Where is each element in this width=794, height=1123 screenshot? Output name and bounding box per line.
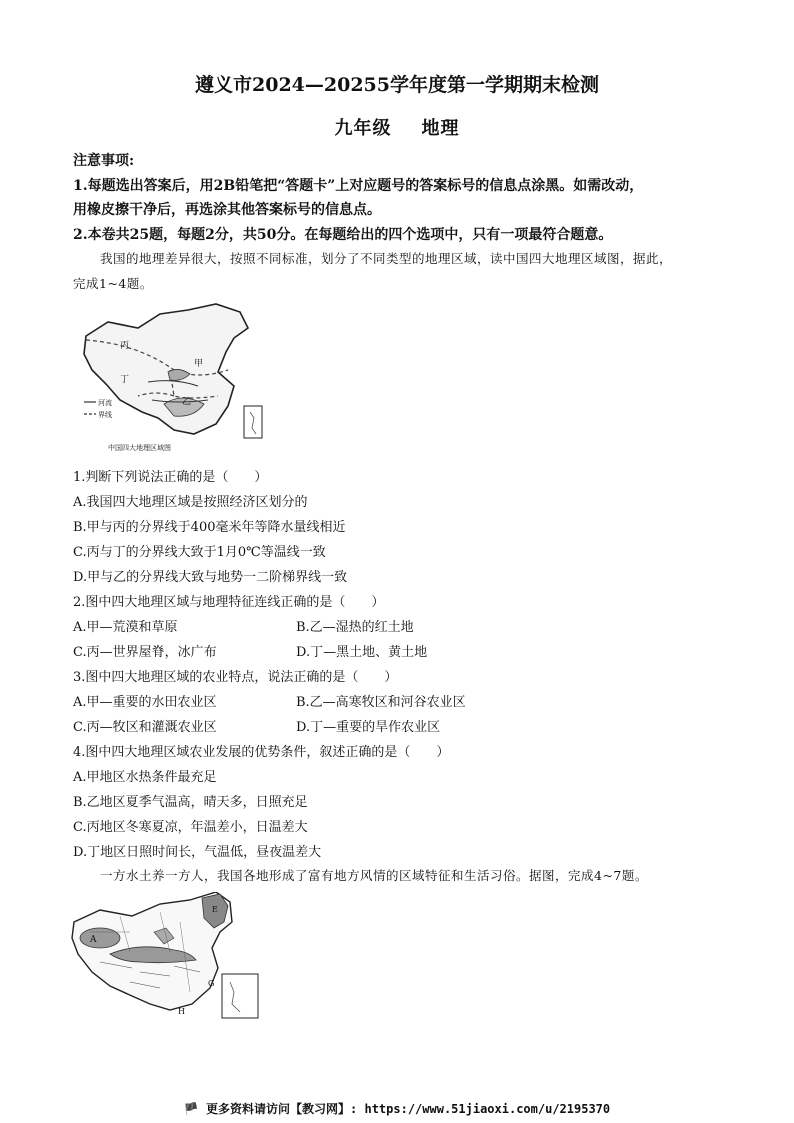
- exam-title: 遵义市2024—20255学年度第一学期期末检测: [195, 74, 599, 96]
- footer-link[interactable]: 🏴 更多资料请访问【教习网】: https://www.51jiaoxi.com/u/2195370: [183, 1102, 611, 1116]
- q1-option-c: C.丙与丁的分界线大致于1月0℃等温线一致: [73, 545, 326, 560]
- q3-option-a: A.甲—重要的水田农业区: [73, 695, 217, 710]
- map1-label-yi: 乙: [182, 397, 192, 407]
- notice-line-1: 1.每题选出答案后，用2B铅笔把“答题卡”上对应题号的答案标号的信息点涂黑。如需改动，: [73, 178, 644, 194]
- q3-option-c: C.丙—牧区和灌溉农业区: [73, 720, 217, 735]
- intro2-text: 一方水土养一方人，我国各地形成了富有地方风情的区域特征和生活习俗。据图，完成4~7题。: [100, 868, 648, 883]
- map1-caption: 中国四大地理区域图: [108, 444, 171, 452]
- china-customs-map-svg: [70, 892, 270, 1027]
- q2-option-a: A.甲—荒漠和草原: [73, 620, 178, 635]
- map2-label-a: A: [90, 935, 97, 945]
- q1-stem: 1.判断下列说法正确的是（ ）: [73, 470, 268, 485]
- notice-line-1b: 用橡皮擦干净后，再选涂其他答案标号的信息点。: [73, 202, 381, 218]
- china-regions-map: [78, 300, 268, 455]
- q1-option-a: A.我国四大地理区域是按照经济区划分的: [73, 495, 308, 510]
- map2-label-h: H: [178, 1007, 185, 1016]
- q1-option-d: D.甲与乙的分界线大致与地势一二阶梯界线一致: [73, 570, 348, 585]
- q3-option-d: D.丁—重要的旱作农业区: [296, 720, 441, 735]
- map1-label-ding: 丁: [120, 375, 130, 385]
- legend-border-label: 界线: [98, 411, 112, 419]
- q2-option-d: D.丁—黑土地、黄土地: [296, 645, 428, 660]
- grade-label: 九年级: [334, 118, 392, 139]
- q2-option-b: B.乙—湿热的红土地: [296, 620, 414, 635]
- map2-label-e: E: [212, 905, 218, 914]
- intro1-line-1: 我国的地理差异很大，按照不同标准，划分了不同类型的地理区域，读中国四大地理区域图，据此，: [100, 251, 673, 266]
- map2-label-g: G: [208, 979, 215, 988]
- q4-option-b: B.乙地区夏季气温高，晴天多，日照充足: [73, 795, 308, 810]
- china-regions-map-svg: [78, 300, 268, 455]
- notice-line-2: 2.本卷共25题，每题2分，共50分。在每题给出的四个选项中，只有一项最符合题意。: [73, 227, 613, 243]
- q2-option-c: C.丙—世界屋脊，冰广布: [73, 645, 217, 660]
- q4-option-d: D.丁地区日照时间长，气温低，昼夜温差大: [73, 845, 322, 860]
- q4-option-a: A.甲地区水热条件最充足: [73, 770, 217, 785]
- legend-river-label: 河流: [98, 399, 112, 407]
- map1-label-jia: 甲: [194, 359, 204, 369]
- notice-heading: 注意事项:: [73, 153, 135, 169]
- exam-subtitle: [0, 114, 794, 140]
- q1-option-b: B.甲与丙的分界线于400毫米年等降水量线相近: [73, 520, 346, 535]
- intro1-line-2: 完成1~4题。: [73, 276, 153, 291]
- china-customs-map: [70, 892, 270, 1027]
- q4-stem: 4.图中四大地理区域农业发展的优势条件，叙述正确的是（ ）: [73, 745, 450, 760]
- q3-option-b: B.乙—高寒牧区和河谷农业区: [296, 695, 466, 710]
- map1-label-bing: 丙: [120, 341, 130, 351]
- q3-stem: 3.图中四大地理区域的农业特点，说法正确的是（ ）: [73, 670, 398, 685]
- q4-option-c: C.丙地区冬寒夏凉，年温差小，日温差大: [73, 820, 308, 835]
- q2-stem: 2.图中四大地理区域与地理特征连线正确的是（ ）: [73, 595, 385, 610]
- subject-label: 地理: [421, 118, 460, 139]
